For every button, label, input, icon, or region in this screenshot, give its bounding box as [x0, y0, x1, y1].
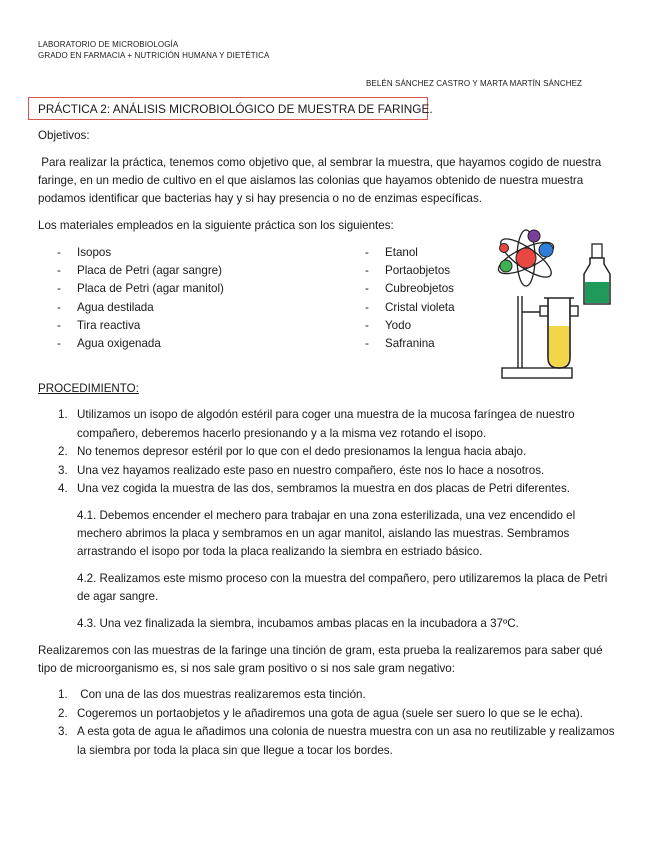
objectives-text: Para realizar la práctica, tenemos como objetivo que, al sembrar la muestra, que hayamos cogido de nuestra faringe, en un medio de cultivo en el que aislamos las colonias que hayamos obtenido de nuestra muestra podamos identificar que bacterias hay y si hay presencia o no de enzimas específicas.	[38, 156, 605, 205]
list-item: 1. Utilizamos un isopo de algodón estéril para coger una muestra de la mucosa faríngea de nuestro compañero, deberemos hacerlo presionando y a la misma vez rotando el isopo.	[58, 408, 575, 440]
list-item: 3. A esta gota de agua le añadimos una colonia de nuestra muestra con un asa no reutilizable y realizamos la siembra por toda la placa sin que llegue a tocar los bordes.	[58, 725, 615, 757]
atom-nucleus-icon	[516, 248, 536, 268]
list-item: - Cristal violeta	[365, 300, 455, 314]
procedure-label: PROCEDIMIENTO:	[38, 382, 139, 395]
substep-4-2: 4.2. Realizamos este mismo proceso con la muestra del compañero, pero utilizaremos la placa de Petri de agar sangre.	[77, 572, 608, 603]
header-degree: GRADO EN FARMACIA + NUTRICIÓN HUMANA Y DIETÉTICA	[38, 51, 270, 60]
materials-right-list	[365, 244, 455, 353]
materials-left-list	[57, 244, 224, 353]
header-lab: LABORATORIO DE MICROBIOLOGÍA	[38, 40, 179, 49]
list-item: - Portaobjetos	[365, 264, 451, 278]
gram-intro: Realizaremos con las muestras de la faringe una tinción de gram, esta prueba la realizaremos para saber qué tipo de microorganismo es, si nos sale gram positivo o si nos sale gram negativo:	[38, 644, 603, 675]
list-item: - Tira reactiva	[57, 318, 141, 332]
list-item: - Agua oxigenada	[57, 336, 161, 350]
list-item: - Placa de Petri (agar sangre)	[57, 264, 222, 278]
procedure-steps	[58, 406, 617, 499]
header-authors: BELÉN SÁNCHEZ CASTRO Y MARTA MARTÍN SÁNCHEZ	[366, 79, 583, 88]
list-item: 2. No tenemos depresor estéril por lo que con el dedo presionamos la lengua hacia abajo.	[58, 445, 527, 458]
list-item: 1. Con una de las dos muestras realizaremos esta tinción.	[58, 688, 366, 701]
substep-4-3: 4.3. Una vez finalizada la siembra, incubamos ambas placas en la incubadora a 37ºC.	[77, 617, 519, 630]
list-item: - Cubreobjetos	[365, 282, 454, 296]
materials-intro: Los materiales empleados en la siguiente práctica son los siguientes:	[38, 219, 394, 232]
list-item: - Placa de Petri (agar manitol)	[57, 282, 224, 296]
list-item: - Agua destilada	[57, 300, 154, 314]
list-item: - Safranina	[365, 336, 435, 350]
gram-steps	[58, 686, 617, 760]
list-item: - Isopos	[57, 246, 112, 259]
list-item: - Etanol	[365, 246, 418, 259]
list-item: 3. Una vez hayamos realizado este paso en nuestro compañero, éste nos lo hace a nosotros.	[58, 463, 545, 477]
list-item: 4. Una vez cogida la muestra de las dos, sembramos la muestra en dos placas de Petri diferentes.	[58, 482, 570, 495]
substep-4-1: 4.1. Debemos encender el mechero para trabajar en una zona esterilizada, una vez encendido el mechero abrimos la placa y sembramos en un agar manitol, aislando las muestras. Sembramos arrastrando el isopo por toda la placa realizando la siembra en estriado básico.	[77, 509, 576, 558]
list-item: - Yodo	[365, 318, 412, 332]
page-title: PRÁCTICA 2: ANÁLISIS MICROBIOLÓGICO DE MUESTRA DE FARINGE.	[38, 102, 433, 116]
lab-equipment-illustration	[488, 218, 616, 386]
list-item: 2. Cogeremos un portaobjetos y le añadiremos una gota de agua (suele ser suero lo que se le echa).	[58, 706, 583, 720]
objectives-label: Objetivos:	[38, 129, 90, 142]
